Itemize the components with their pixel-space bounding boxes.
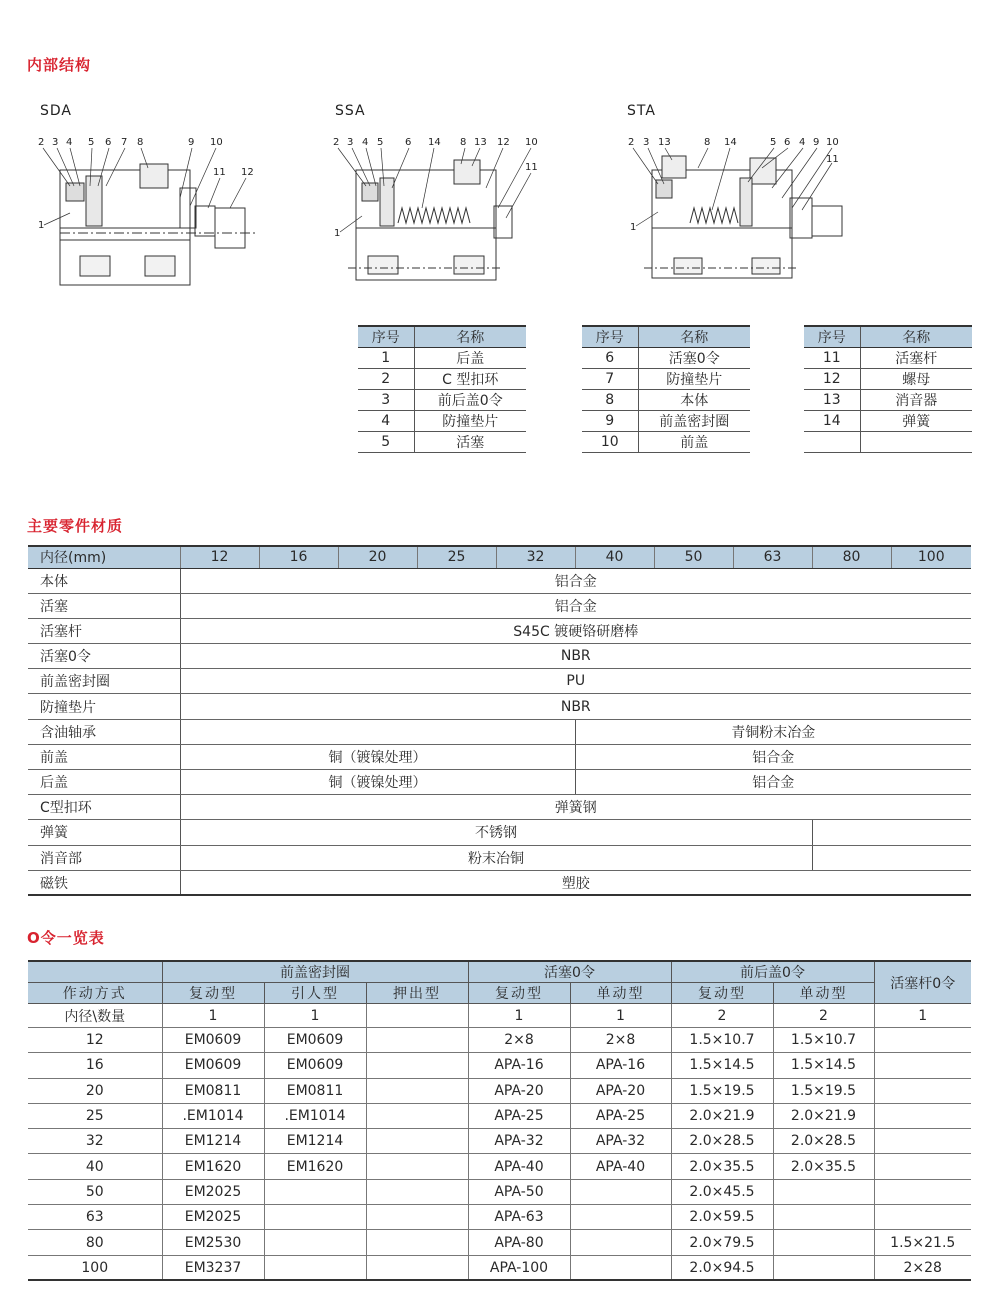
table-row bbox=[804, 411, 972, 432]
oring-cell: 1.5×14.5 bbox=[773, 1053, 874, 1078]
oring-cell: 2.0×35.5 bbox=[671, 1154, 773, 1179]
material-row-label: 含油轴承 bbox=[28, 719, 180, 744]
oring-cell: APA-40 bbox=[468, 1154, 570, 1179]
oring-cell bbox=[366, 1179, 468, 1204]
diagram-label-sta: STA bbox=[627, 103, 656, 119]
table-row bbox=[28, 719, 971, 744]
oring-cell: EM0609 bbox=[264, 1053, 366, 1078]
oring-cell: 2.0×79.5 bbox=[671, 1230, 773, 1255]
oring-cell: 2×28 bbox=[874, 1255, 971, 1280]
table-row bbox=[582, 411, 750, 432]
material-value: 铝合金 bbox=[575, 744, 971, 769]
table-row bbox=[28, 1053, 971, 1078]
sda-callout: 9 bbox=[188, 137, 195, 148]
part-name bbox=[860, 432, 972, 453]
ssa-callout: 12 bbox=[497, 137, 510, 148]
oring-cell: EM0609 bbox=[162, 1028, 264, 1053]
part-name: 防撞垫片 bbox=[414, 411, 526, 432]
sta-callout: 14 bbox=[724, 137, 737, 148]
part-name: 防撞垫片 bbox=[638, 369, 750, 390]
parts-header-name: 名称 bbox=[414, 326, 526, 348]
oring-cell bbox=[773, 1179, 874, 1204]
table-row bbox=[28, 593, 971, 618]
ssa-callout: 2 bbox=[333, 137, 340, 148]
oring-cell: EM0811 bbox=[162, 1078, 264, 1103]
bore-header: 50 bbox=[654, 546, 733, 568]
sta-cross-section-diagram bbox=[622, 128, 852, 288]
diagram-label-ssa: SSA bbox=[335, 103, 366, 119]
sda-callout: 3 bbox=[52, 137, 59, 148]
material-value: 铜（镀镍处理） bbox=[180, 770, 575, 795]
oring-cell bbox=[874, 1154, 971, 1179]
oring-cell: 1.5×10.7 bbox=[671, 1028, 773, 1053]
part-no: 7 bbox=[582, 369, 638, 390]
material-row-label: 活塞 bbox=[28, 593, 180, 618]
material-row-label: 防撞垫片 bbox=[28, 694, 180, 719]
oring-bore: 20 bbox=[28, 1078, 162, 1103]
bore-header: 40 bbox=[575, 546, 654, 568]
oring-group-rod: 活塞杆0令 bbox=[874, 961, 971, 1004]
part-name: 弹簧 bbox=[860, 411, 972, 432]
oring-cell bbox=[874, 1129, 971, 1154]
material-row-label: 后盖 bbox=[28, 770, 180, 795]
ssa-callout: 11 bbox=[525, 162, 538, 173]
part-no: 11 bbox=[804, 348, 860, 369]
oring-cell bbox=[874, 1078, 971, 1103]
table-row bbox=[28, 1154, 971, 1179]
table-row bbox=[28, 669, 971, 694]
oring-cell: 2.0×21.9 bbox=[773, 1103, 874, 1128]
oring-cell: EM3237 bbox=[162, 1255, 264, 1280]
part-name: 本体 bbox=[638, 390, 750, 411]
table-row bbox=[582, 348, 750, 369]
material-value: 铝合金 bbox=[180, 568, 971, 593]
oring-bore: 25 bbox=[28, 1103, 162, 1128]
oring-qty-label: 内径\数量 bbox=[28, 1004, 162, 1028]
table-row bbox=[28, 644, 971, 669]
diagram-label-sda: SDA bbox=[40, 103, 72, 119]
parts-header-no: 序号 bbox=[358, 326, 414, 348]
oring-cell: APA-16 bbox=[468, 1053, 570, 1078]
oring-qty: 1 bbox=[264, 1004, 366, 1028]
oring-cell bbox=[874, 1179, 971, 1204]
part-name: 螺母 bbox=[860, 369, 972, 390]
oring-cell bbox=[264, 1179, 366, 1204]
oring-cell bbox=[773, 1205, 874, 1230]
oring-cell: EM2025 bbox=[162, 1179, 264, 1204]
table-row bbox=[28, 1028, 971, 1053]
part-name: C 型扣环 bbox=[414, 369, 526, 390]
oring-cell: APA-32 bbox=[570, 1129, 671, 1154]
oring-cell bbox=[366, 1154, 468, 1179]
part-no: 12 bbox=[804, 369, 860, 390]
oring-cell: APA-16 bbox=[570, 1053, 671, 1078]
oring-header-double: 复动型 bbox=[468, 983, 570, 1004]
material-value: 铝合金 bbox=[575, 770, 971, 795]
table-row bbox=[582, 369, 750, 390]
material-value: 青铜粉末冶金 bbox=[575, 719, 971, 744]
part-no: 8 bbox=[582, 390, 638, 411]
oring-cell: 2.0×28.5 bbox=[773, 1129, 874, 1154]
bore-header: 32 bbox=[496, 546, 575, 568]
oring-header-push-out: 押出型 bbox=[366, 983, 468, 1004]
sta-callout: 10 bbox=[826, 137, 839, 148]
material-value: 铜（镀镍处理） bbox=[180, 744, 575, 769]
oring-cell: APA-25 bbox=[468, 1103, 570, 1128]
oring-cell: APA-100 bbox=[468, 1255, 570, 1280]
material-row-label: 活塞杆 bbox=[28, 618, 180, 643]
sda-callout: 7 bbox=[121, 137, 128, 148]
oring-qty: 2 bbox=[671, 1004, 773, 1028]
oring-cell bbox=[570, 1230, 671, 1255]
section-title-oring-list: O令一览表 bbox=[27, 929, 105, 947]
material-row-label: 消音部 bbox=[28, 845, 180, 870]
oring-cell bbox=[264, 1230, 366, 1255]
table-row bbox=[28, 820, 971, 845]
sda-callout: 5 bbox=[88, 137, 95, 148]
part-no: 6 bbox=[582, 348, 638, 369]
material-row-label: 前盖密封圈 bbox=[28, 669, 180, 694]
material-value: 弹簧钢 bbox=[180, 795, 971, 820]
part-no: 4 bbox=[358, 411, 414, 432]
oring-cell: EM1214 bbox=[264, 1129, 366, 1154]
oring-header-single: 单动型 bbox=[570, 983, 671, 1004]
oring-bore: 16 bbox=[28, 1053, 162, 1078]
sda-callout: 11 bbox=[213, 167, 226, 178]
table-row bbox=[28, 1205, 971, 1230]
part-no: 2 bbox=[358, 369, 414, 390]
oring-group-front-seal: 前盖密封圈 bbox=[162, 961, 468, 983]
material-value: PU bbox=[180, 669, 971, 694]
oring-cell: EM2530 bbox=[162, 1230, 264, 1255]
part-no: 9 bbox=[582, 411, 638, 432]
oring-cell: 2.0×59.5 bbox=[671, 1205, 773, 1230]
sda-callout: 6 bbox=[105, 137, 112, 148]
sta-callout: 5 bbox=[770, 137, 777, 148]
oring-cell: 2.0×28.5 bbox=[671, 1129, 773, 1154]
table-row bbox=[804, 432, 972, 453]
oring-bore: 12 bbox=[28, 1028, 162, 1053]
bore-header: 25 bbox=[417, 546, 496, 568]
bore-header: 100 bbox=[891, 546, 971, 568]
oring-cell: EM0609 bbox=[162, 1053, 264, 1078]
oring-cell: 2.0×94.5 bbox=[671, 1255, 773, 1280]
table-row bbox=[28, 795, 971, 820]
parts-header-no: 序号 bbox=[804, 326, 860, 348]
sta-callout: 1 bbox=[630, 222, 637, 233]
table-row bbox=[358, 411, 526, 432]
table-row bbox=[28, 1179, 971, 1204]
oring-cell bbox=[366, 1028, 468, 1053]
sta-callout: 11 bbox=[826, 154, 839, 165]
part-name: 前后盖0令 bbox=[414, 390, 526, 411]
sta-callout: 4 bbox=[799, 137, 806, 148]
oring-cell: 1.5×21.5 bbox=[874, 1230, 971, 1255]
parts-table-3 bbox=[804, 325, 972, 453]
oring-cell bbox=[366, 1230, 468, 1255]
table-row bbox=[28, 618, 971, 643]
oring-cell bbox=[773, 1255, 874, 1280]
oring-cell bbox=[366, 1053, 468, 1078]
sda-callout: 8 bbox=[137, 137, 144, 148]
table-row bbox=[28, 744, 971, 769]
material-value: 塑胶 bbox=[180, 870, 971, 895]
oring-header-action: 作动方式 bbox=[28, 983, 162, 1004]
oring-group-piston: 活塞0令 bbox=[468, 961, 671, 983]
table-row bbox=[28, 1078, 971, 1103]
oring-cell: 2.0×45.5 bbox=[671, 1179, 773, 1204]
table-row bbox=[28, 1103, 971, 1128]
oring-bore: 32 bbox=[28, 1129, 162, 1154]
material-value: 铝合金 bbox=[180, 593, 971, 618]
table-row bbox=[28, 1230, 971, 1255]
sda-callout: 4 bbox=[66, 137, 73, 148]
sta-callout: 8 bbox=[704, 137, 711, 148]
section-title-materials: 主要零件材质 bbox=[27, 517, 124, 535]
oring-cell bbox=[264, 1205, 366, 1230]
oring-cell: EM0609 bbox=[264, 1028, 366, 1053]
material-value: S45C 镀硬铬研磨棒 bbox=[180, 618, 971, 643]
part-name: 消音器 bbox=[860, 390, 972, 411]
sta-callout: 2 bbox=[628, 137, 635, 148]
oring-qty: 1 bbox=[874, 1004, 971, 1028]
oring-bore: 63 bbox=[28, 1205, 162, 1230]
table-row bbox=[358, 390, 526, 411]
oring-bore: 40 bbox=[28, 1154, 162, 1179]
bore-header: 80 bbox=[812, 546, 891, 568]
oring-header-double: 复动型 bbox=[671, 983, 773, 1004]
oring-header-single: 单动型 bbox=[773, 983, 874, 1004]
ssa-callout: 4 bbox=[362, 137, 369, 148]
oring-cell: APA-80 bbox=[468, 1230, 570, 1255]
part-no: 1 bbox=[358, 348, 414, 369]
bore-header: 63 bbox=[733, 546, 812, 568]
sda-callout: 2 bbox=[38, 137, 45, 148]
table-row bbox=[582, 432, 750, 453]
oring-cell bbox=[366, 1205, 468, 1230]
oring-qty: 2 bbox=[773, 1004, 874, 1028]
oring-cell: APA-32 bbox=[468, 1129, 570, 1154]
oring-cell: .EM1014 bbox=[264, 1103, 366, 1128]
oring-cell: 1.5×19.5 bbox=[671, 1078, 773, 1103]
materials-table bbox=[28, 545, 971, 896]
oring-cell bbox=[874, 1103, 971, 1128]
material-row-label: 活塞0令 bbox=[28, 644, 180, 669]
oring-qty: 1 bbox=[468, 1004, 570, 1028]
bore-header: 20 bbox=[338, 546, 417, 568]
part-name: 活塞杆 bbox=[860, 348, 972, 369]
material-row-label: 磁铁 bbox=[28, 870, 180, 895]
oring-cell: 2×8 bbox=[570, 1028, 671, 1053]
section-title-internal-structure: 内部结构 bbox=[27, 56, 92, 74]
parts-header-no: 序号 bbox=[582, 326, 638, 348]
material-row-label: 前盖 bbox=[28, 744, 180, 769]
oring-header-double: 复动型 bbox=[162, 983, 264, 1004]
ssa-cross-section-diagram bbox=[326, 128, 556, 288]
parts-header-name: 名称 bbox=[860, 326, 972, 348]
part-no: 13 bbox=[804, 390, 860, 411]
table-row bbox=[28, 1004, 971, 1028]
oring-cell: EM1214 bbox=[162, 1129, 264, 1154]
table-row bbox=[804, 348, 972, 369]
oring-cell: APA-50 bbox=[468, 1179, 570, 1204]
oring-bore: 100 bbox=[28, 1255, 162, 1280]
material-value: NBR bbox=[180, 694, 971, 719]
table-row bbox=[28, 568, 971, 593]
oring-cell bbox=[366, 1078, 468, 1103]
ssa-callout: 14 bbox=[428, 137, 441, 148]
material-row-label: 弹簧 bbox=[28, 820, 180, 845]
table-row bbox=[358, 348, 526, 369]
table-row bbox=[28, 845, 971, 870]
oring-cell: APA-20 bbox=[468, 1078, 570, 1103]
oring-cell bbox=[874, 1028, 971, 1053]
table-row bbox=[804, 369, 972, 390]
oring-cell: 1.5×10.7 bbox=[773, 1028, 874, 1053]
oring-cell bbox=[874, 1053, 971, 1078]
part-name: 活塞0令 bbox=[638, 348, 750, 369]
oring-cell: .EM1014 bbox=[162, 1103, 264, 1128]
oring-cell: 2.0×21.9 bbox=[671, 1103, 773, 1128]
oring-bore: 50 bbox=[28, 1179, 162, 1204]
bore-header: 16 bbox=[259, 546, 338, 568]
material-value-empty bbox=[812, 845, 971, 870]
part-name: 后盖 bbox=[414, 348, 526, 369]
table-row bbox=[358, 432, 526, 453]
ssa-callout: 13 bbox=[474, 137, 487, 148]
sda-callout: 10 bbox=[210, 137, 223, 148]
sda-cross-section-diagram bbox=[30, 128, 270, 298]
oring-cell: APA-25 bbox=[570, 1103, 671, 1128]
sta-callout: 13 bbox=[658, 137, 671, 148]
oring-cell bbox=[366, 1129, 468, 1154]
oring-qty bbox=[366, 1004, 468, 1028]
sda-callout: 1 bbox=[38, 220, 45, 231]
part-name: 活塞 bbox=[414, 432, 526, 453]
bore-header: 12 bbox=[180, 546, 259, 568]
table-row bbox=[358, 369, 526, 390]
oring-cell: EM2025 bbox=[162, 1205, 264, 1230]
oring-cell bbox=[264, 1255, 366, 1280]
part-no: 10 bbox=[582, 432, 638, 453]
oring-bore: 80 bbox=[28, 1230, 162, 1255]
oring-group-cover: 前后盖0令 bbox=[671, 961, 874, 983]
oring-cell: 1.5×19.5 bbox=[773, 1078, 874, 1103]
oring-cell: APA-40 bbox=[570, 1154, 671, 1179]
oring-header-blank bbox=[28, 961, 162, 983]
ssa-callout: 3 bbox=[347, 137, 354, 148]
material-row-label: 本体 bbox=[28, 568, 180, 593]
oring-cell: 2.0×35.5 bbox=[773, 1154, 874, 1179]
part-no: 3 bbox=[358, 390, 414, 411]
table-row bbox=[582, 390, 750, 411]
oring-qty: 1 bbox=[570, 1004, 671, 1028]
oring-cell bbox=[570, 1179, 671, 1204]
sta-callout: 3 bbox=[643, 137, 650, 148]
parts-table-2 bbox=[582, 325, 750, 453]
oring-cell: EM1620 bbox=[264, 1154, 366, 1179]
ssa-callout: 5 bbox=[377, 137, 384, 148]
table-row bbox=[28, 1129, 971, 1154]
part-name: 前盖 bbox=[638, 432, 750, 453]
oring-cell bbox=[366, 1103, 468, 1128]
oring-cell: APA-63 bbox=[468, 1205, 570, 1230]
material-value-empty bbox=[812, 820, 971, 845]
part-name: 前盖密封圈 bbox=[638, 411, 750, 432]
oring-cell: 2×8 bbox=[468, 1028, 570, 1053]
oring-header-pull-in: 引人型 bbox=[264, 983, 366, 1004]
ssa-callout: 8 bbox=[460, 137, 467, 148]
oring-table bbox=[28, 960, 971, 1281]
oring-cell: 1.5×14.5 bbox=[671, 1053, 773, 1078]
part-no: 5 bbox=[358, 432, 414, 453]
material-value: NBR bbox=[180, 644, 971, 669]
part-no: 14 bbox=[804, 411, 860, 432]
material-value: 不锈钢 bbox=[180, 820, 812, 845]
oring-cell bbox=[773, 1230, 874, 1255]
table-row bbox=[28, 1255, 971, 1280]
oring-cell bbox=[570, 1255, 671, 1280]
materials-header-label: 内径(mm) bbox=[28, 546, 180, 568]
material-value-empty bbox=[180, 719, 575, 744]
table-row bbox=[28, 694, 971, 719]
table-row bbox=[28, 770, 971, 795]
part-no bbox=[804, 432, 860, 453]
sda-callout: 12 bbox=[241, 167, 254, 178]
sta-callout: 6 bbox=[784, 137, 791, 148]
oring-cell bbox=[366, 1255, 468, 1280]
material-value: 粉末冶铜 bbox=[180, 845, 812, 870]
sta-callout: 9 bbox=[813, 137, 820, 148]
material-row-label: C型扣环 bbox=[28, 795, 180, 820]
oring-cell: EM1620 bbox=[162, 1154, 264, 1179]
oring-qty: 1 bbox=[162, 1004, 264, 1028]
oring-cell: EM0811 bbox=[264, 1078, 366, 1103]
table-row bbox=[804, 390, 972, 411]
parts-table-1 bbox=[358, 325, 526, 453]
ssa-callout: 10 bbox=[525, 137, 538, 148]
ssa-callout: 6 bbox=[405, 137, 412, 148]
oring-cell bbox=[570, 1205, 671, 1230]
oring-cell bbox=[874, 1205, 971, 1230]
ssa-callout: 1 bbox=[334, 228, 341, 239]
table-row bbox=[28, 870, 971, 895]
oring-cell: APA-20 bbox=[570, 1078, 671, 1103]
parts-header-name: 名称 bbox=[638, 326, 750, 348]
